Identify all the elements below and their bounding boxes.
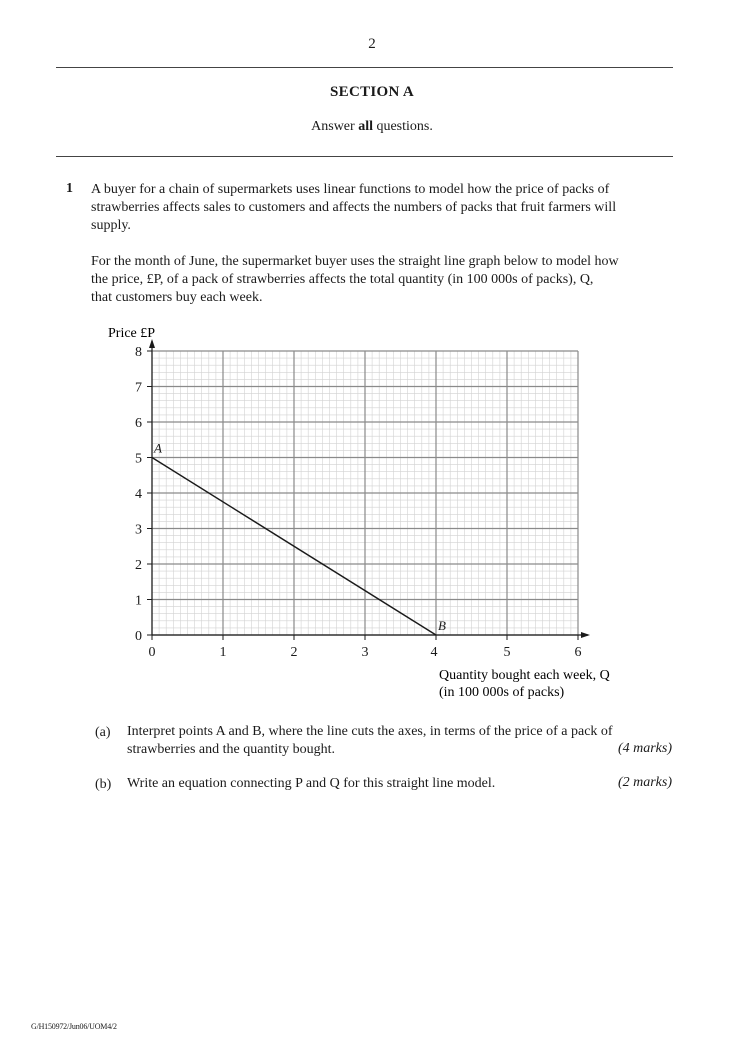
y-tick-label: 3 [135,522,142,538]
annotation-layer [153,441,446,634]
footer-code: G/H150972/Jun06/UOM4/2 [31,1022,117,1031]
y-tick-label: 8 [135,345,142,360]
x-tick-label: 5 [503,645,511,660]
instruction-suffix: questions. [372,119,433,134]
instruction-prefix: Answer [311,119,359,134]
context-line: that customers buy each week. [91,290,263,305]
instruction-emphasis: all [358,119,373,134]
y-tick-label: 0 [135,629,142,644]
y-tick-label: 2 [135,558,142,573]
y-tick-label: 7 [135,380,142,396]
part-a-line: strawberries and the quantity bought. [127,742,336,757]
x-tick-label: 1 [219,645,227,660]
y-tick-label: 1 [135,593,142,609]
point-label-b: B [438,618,446,633]
part-b-label: (b) [95,777,112,792]
question-number: 1 [66,181,73,196]
y-tick-label: 5 [135,451,142,467]
y-axis-label: Price £P [108,326,156,341]
x-tick-label: 2 [290,645,298,660]
context-line: the price, £P, of a pack of strawberries affects the total quantity (in 100 000s of packs), Q, [91,272,594,287]
page-number: 2 [368,36,376,52]
intro-line: supply. [91,218,131,233]
section-title: SECTION A [330,84,414,100]
x-tick-label: 0 [148,645,156,660]
part-a-marks: (4 marks) [617,741,672,756]
x-axis-label-sub: (in 100 000s of packs) [439,685,565,700]
y-tick-label: 4 [135,487,142,502]
part-b-marks: (2 marks) [617,775,672,790]
x-axis-arrow [581,632,590,638]
intro-line: strawberries affects sales to customers and affects the numbers of packs that fruit farmers will [91,200,617,215]
part-a-line: Interpret points A and B, where the line cuts the axes, in terms of the price of a pack of [127,724,613,739]
part-b-line: Write an equation connecting P and Q for this straight line model. [127,776,496,791]
point-label-a: A [154,440,162,456]
x-tick-label: 3 [361,645,369,660]
x-tick-label: 6 [574,645,582,660]
part-a-label: (a) [95,725,111,740]
x-tick-label: 4 [430,645,438,660]
context-line: For the month of June, the supermarket buyer uses the straight line graph below to model how [91,254,619,269]
y-tick-label: 6 [135,416,142,431]
intro-line: A buyer for a chain of supermarkets uses linear functions to model how the price of packs of [91,182,610,197]
part-a-text [127,723,613,759]
x-axis-label: Quantity bought each week, Q [439,668,610,683]
part-b-text [127,775,495,793]
